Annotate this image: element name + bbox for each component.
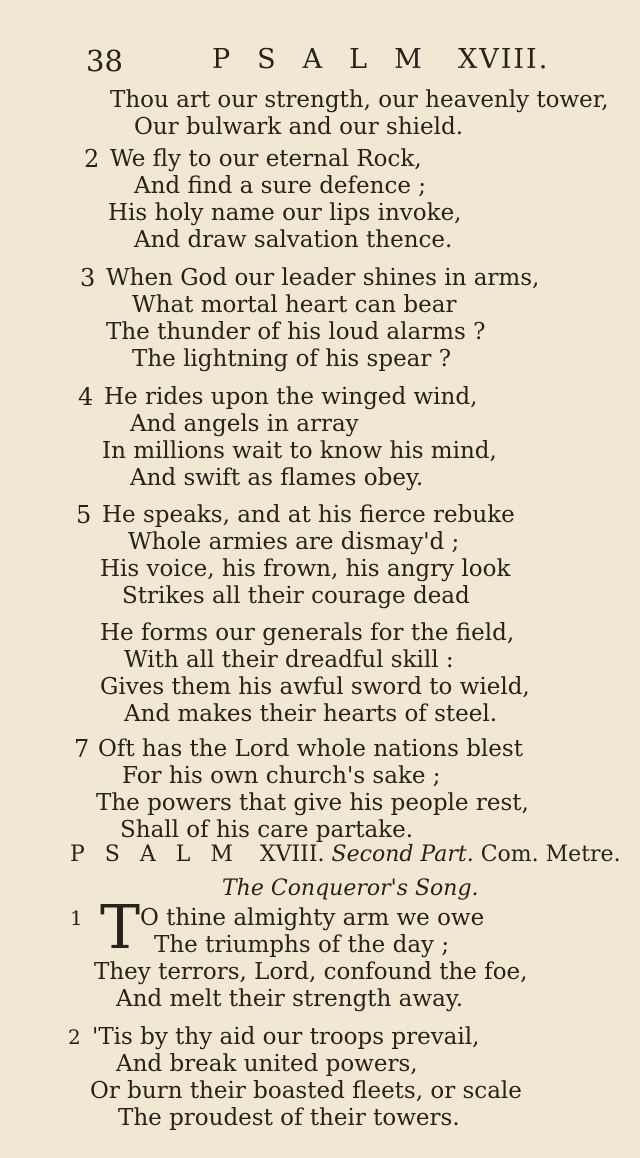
verse-line: We fly to our eternal Rock,	[110, 146, 422, 172]
part-psalm-word: PSALM	[70, 842, 253, 867]
verse-number: 7	[74, 735, 90, 763]
verse-line: And break united powers,	[116, 1051, 418, 1077]
verse-line: What mortal heart can bear	[132, 292, 457, 318]
verse-number: 2	[84, 145, 100, 173]
drop-cap: T	[100, 893, 141, 963]
verse-line: Shall of his care partake.	[120, 817, 414, 843]
verse-line: For his own church's sake ;	[122, 763, 441, 789]
verse-line: O thine almighty arm we owe	[140, 905, 485, 931]
verse-line: Or burn their boasted fleets, or scale	[90, 1078, 522, 1104]
song-title: The Conqueror's Song.	[222, 876, 479, 901]
verse-line: The triumphs of the day ;	[154, 932, 450, 958]
verse-line: Whole armies are dismay'd ;	[128, 529, 460, 555]
page-number: 38	[86, 44, 123, 78]
verse-line: The proudest of their towers.	[118, 1105, 460, 1131]
verse-number: 2	[68, 1025, 81, 1049]
verse-number: 4	[78, 383, 94, 411]
page-header	[80, 40, 560, 80]
verse-line: Oft has the Lord whole nations blest	[98, 736, 523, 762]
verse-line: He speaks, and at his fierce rebuke	[102, 502, 515, 528]
verse-line: He rides upon the winged wind,	[104, 384, 478, 410]
verse-line: And swift as flames obey.	[130, 465, 424, 491]
verse-number: 5	[76, 501, 92, 529]
metre-label: Com. Metre.	[480, 842, 621, 867]
verse-line: The thunder of his loud alarms ?	[106, 319, 486, 345]
part-label: Second Part.	[331, 842, 474, 867]
running-head: PSALM	[212, 44, 449, 75]
verse-line: Thou art our strength, our heavenly tower,	[110, 87, 609, 113]
verse-line: His voice, his frown, his angry look	[100, 556, 511, 582]
verse-line: He forms our generals for the field,	[100, 620, 515, 646]
verse-number: 3	[80, 264, 96, 292]
psalm-number: XVIII.	[458, 44, 550, 75]
verse-line: And melt their strength away.	[116, 986, 464, 1012]
verse-line: In millions wait to know his mind,	[102, 438, 497, 464]
verse-line: His holy name our lips invoke,	[108, 200, 462, 226]
verse-line: When God our leader shines in arms,	[106, 265, 540, 291]
verse-line: Gives them his awful sword to wield,	[100, 674, 530, 700]
verse-line: The powers that give his people rest,	[96, 790, 529, 816]
verse-line: They terrors, Lord, confound the foe,	[94, 959, 528, 985]
verse-line: And angels in array	[130, 411, 359, 437]
verse-line: And find a sure defence ;	[134, 173, 427, 199]
verse-line: Strikes all their courage dead	[122, 583, 470, 609]
verse-number: 1	[70, 906, 83, 930]
part-psalm-number: XVIII.	[259, 842, 325, 867]
verse-line: And makes their hearts of steel.	[124, 701, 498, 727]
verse-line: And draw salvation thence.	[134, 227, 453, 253]
verse-line: The lightning of his spear ?	[132, 346, 452, 372]
part-heading	[70, 842, 621, 867]
verse-line: Our bulwark and our shield.	[134, 114, 464, 140]
verse-line: With all their dreadful skill :	[124, 647, 454, 673]
verse-line: 'Tis by thy aid our troops prevail,	[92, 1024, 480, 1050]
